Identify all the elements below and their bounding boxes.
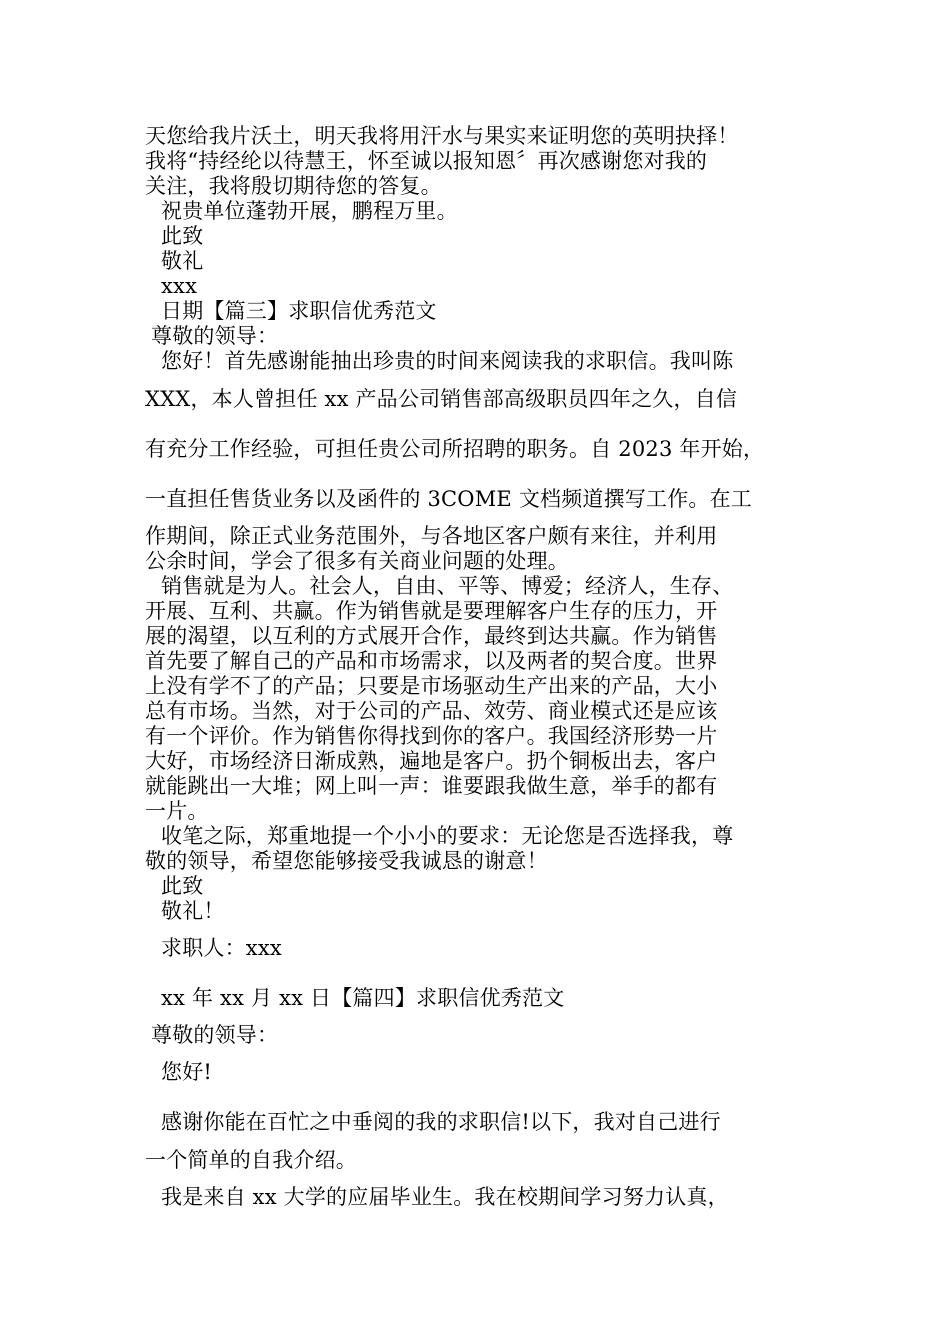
text-line: 您好!: [161, 1060, 213, 1084]
text-line: 销售就是为人。社会人，自由、平等、博爱；经济人，生存、: [161, 574, 734, 598]
text-line: 求职人：xxx: [161, 936, 282, 960]
text-line: 一直担任售货业务以及函件的 3COME 文档频道撰写工作。在工: [145, 487, 753, 511]
text-line: 感谢你能在百忙之中垂阅的我的求职信!以下，我对自己进行: [161, 1110, 721, 1134]
text-line: 此致: [161, 874, 204, 898]
text-line: xx 年 xx 月 xx 日【篇四】求职信优秀范文: [161, 986, 565, 1010]
text-line: 收笔之际，郑重地提一个小小的要求：无论您是否选择我，尊: [161, 824, 734, 848]
text-line: XXX，本人曾担任 xx 产品公司销售部高级职员四年之久，自信: [145, 387, 738, 411]
text-line: 首先要了解自己的产品和市场需求，以及两者的契合度。世界: [145, 649, 718, 673]
text-line: 一个简单的自我介绍。: [145, 1148, 357, 1172]
text-line: 关注，我将殷切期待您的答复。: [145, 174, 442, 198]
text-line: 敬礼: [161, 249, 204, 273]
text-line: 敬礼！: [161, 899, 225, 923]
text-line: 展的渴望，以互利的方式展开合作，最终到达共赢。作为销售: [145, 624, 718, 648]
text-line: 我将“持经纶以待慧王，怀至诚以报知恩〞再次感谢您对我的: [145, 149, 708, 173]
text-line: 日期【篇三】求职信优秀范文: [161, 299, 437, 323]
text-line: 上没有学不了的产品；只要是市场驱动生产出来的产品，大小: [145, 674, 718, 698]
text-line: 有充分工作经验，可担任贵公司所招聘的职务。自 2023 年开始，: [145, 437, 765, 461]
text-line: 一片。: [145, 799, 209, 823]
text-line: 祝贵单位蓬勃开展，鹏程万里。: [161, 199, 458, 223]
text-line: 敬的领导，希望您能够接受我诚恳的谢意！: [145, 849, 548, 873]
text-line: 天您给我片沃土，明天我将用汗水与果实来证明您的英明抉择！: [145, 124, 739, 148]
text-line: 作期间，除正式业务范围外，与各地区客户颇有来往，并利用: [145, 524, 718, 548]
text-line: 公余时间，学会了很多有关商业问题的处理。: [145, 549, 569, 573]
text-line: 开展、互利、共赢。作为销售就是要理解客户生存的压力，开: [145, 599, 718, 623]
text-line: xxx: [161, 274, 198, 298]
text-line: 您好！首先感谢能抽出珍贵的时间来阅读我的求职信。我叫陈: [161, 349, 734, 373]
text-line: 有一个评价。作为销售你得找到你的客户。我国经济形势一片: [145, 724, 718, 748]
text-line: 尊敬的领导：: [151, 1023, 279, 1047]
text-line: 我是来自 xx 大学的应届毕业生。我在校期间学习努力认真，: [161, 1185, 729, 1209]
text-line: 此致: [161, 224, 204, 248]
text-line: 尊敬的领导：: [151, 324, 279, 348]
text-line: 就能跳出一大堆；网上叫一声：谁要跟我做生意，举手的都有: [145, 774, 718, 798]
text-line: 总有市场。当然，对于公司的产品、效劳、商业模式还是应该: [145, 699, 718, 723]
text-line: 大好，市场经济日渐成熟，遍地是客户。扔个铜板出去，客户: [145, 749, 718, 773]
